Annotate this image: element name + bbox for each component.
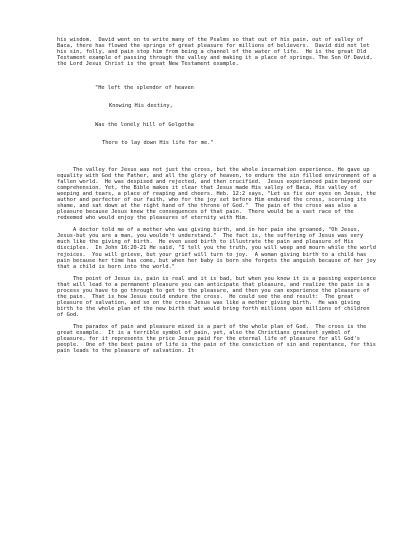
paragraph-1: his wisdom. David went on to write many of the Psalms so that out of his pain, out of valley of Baca, there has flowed the springs of great pleasure for millions of believers. David did not let his sin, folly, and pain stop him from being a channel of the water of life. He is the great Old Testament example of passing through the valley and making it a place of springs. The Son Of David, the Lord Jesus Christ is the great New Testament example. [57,37,376,68]
poem-line-1: "He left the splendor of heaven [95,85,194,92]
poem-quote [95,73,377,158]
poem-line-4: There to lay down His life for me." [102,139,214,146]
paragraph-4: The point of Jesus is, pain is real and it is bad, but when you know it is a passing experience that will lead to a permanent pleasure you can anticipate that pleasure, and realize the pain is a process you have to go through to get to the pleasure, and then you can experience the pleasure of the pain. That is how Jesus could endure the cross. He could see the end result: The great pleasure of salvation, and so on the cross Jesus was like a mother giving birth. He was giving birth to the whole plan of the new birth that would bring forth millions upon millions of children of God. [57,275,380,318]
paragraph-3: A doctor told me of a mother who was giving birth, and in her pain she groaned, "Oh Jesus, Jesus-but you are a man, you wouldn't understand." The fact is, the suffering of Jesus was very much like the giving of birth. He even used birth to illustrate the pain and pleasure of His disciples. In John 16:20-21 He said, "I tell you the truth, you will weep and mourn while the world rejoices. You will grieve, but your grief will turn to joy. A woman giving birth to a child has pain because her time has come, but when her baby is born she forgets the anguish because of her joy that a child is born into the world." [57,227,380,270]
document-page [57,37,380,360]
paragraph-2: The valley for Jesus was not just the cross, but the whole incarnation experience. He gave up equality with God the Father, and all the glory of heaven, to endure the sin filled environment of a fallen world. He was despised and rejected, and then crucified. Jesus experienced pain beyond our comprehension. Yet, the Bible makes it clear that Jesus made His valley of Baca, His valley of weeping and tears, a place of reaping and cheers. Heb. 12:2 says, "Let us fix our eyes on Jesus, the author and perfector of our faith, who for the joy set before Him endured the cross, scorning its shame, and sat down at the right hand of the throne of God." The pain of the cross was also a pleasure because Jesus knew the consequences of that pain. There would be a vast race of the redeemed who would enjoy the pleasures of eternity with Him. [57,166,380,222]
poem-line-2: Knowing His destiny, [109,103,173,110]
poem-line-3: Was the lonely hill of Golgotha [95,121,194,128]
paragraph-5: The paradox of pain and pleasure mixed is a part of the whole plan of God. The cross is the great example. It is a terrible symbol of pain, yet, also the Christians greatest symbol of pleasure, for it represents the price Jesus paid for the eternal life of pleasure for all God's people. One of the best pains of life is the pain of the conviction of sin and repentance, for this pain leads to the pleasure of salvation. It [57,323,380,355]
